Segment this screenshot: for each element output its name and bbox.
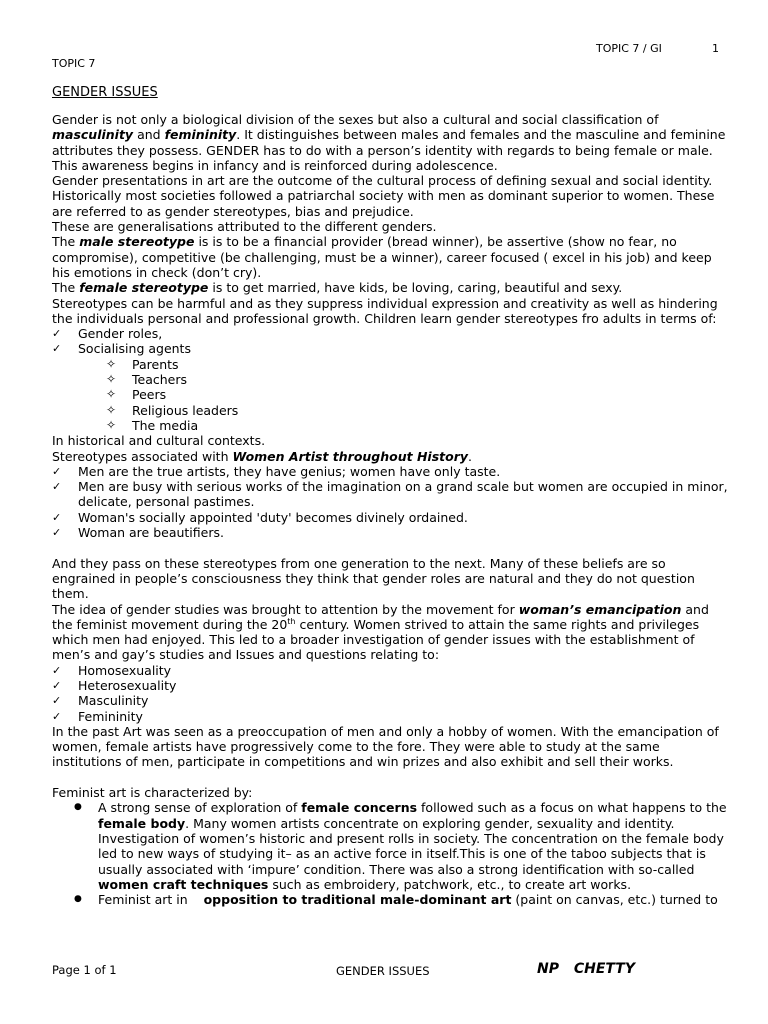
list-item: ✧ Religious leaders: [106, 403, 732, 418]
bullet-list-feminist: [52, 800, 732, 907]
paragraph-women-artists: Stereotypes associated with Women Artist throughout History.: [52, 448, 473, 464]
checklist-stereotypes: [52, 464, 732, 540]
term-women-artist: Women Artist throughout History: [232, 448, 469, 464]
term-female-stereotype: female stereotype: [79, 280, 209, 296]
paragraph-definition: Gender is not only a biological division of the sexes but also a cultural and social classification of masculinity and femininity. It distinguishes between males and females and the masculine and feminine attributes they possess. GENDER has to do with a person’s identity with regards to being female or male. This awareness begins in infancy and is reinforced during adolescence.: [52, 112, 726, 173]
checklist-issues: [52, 663, 732, 724]
paragraph-patriarchal: Historically most societies followed a patriarchal society with men as dominant superior to women. These are referred to as gender stereotypes, bias and prejudice.: [52, 188, 715, 219]
paragraph-generations: And they pass on these stereotypes from one generation to the next. Many of these beliefs are so engrained in people’s consciousness they think that gender roles are natural and they do not question them.: [52, 555, 695, 602]
list-item: ✓ Socialising agents: [52, 341, 732, 356]
paragraph-past-art: In the past Art was seen as a preoccupation of men and only a hobby of women. With the emancipation of women, female artists have progressively come to the fore. They were able to study at the same institutions of men, participate in competitions and win prizes and also exhibit and sell their works.: [52, 723, 719, 770]
paragraph-generalisations: These are generalisations attributed to the different genders.: [52, 219, 437, 235]
list-item: ✧ Peers: [106, 387, 732, 402]
paragraph-presentations: Gender presentations in art are the outcome of the cultural process of defining sexual and social identity.: [52, 173, 713, 189]
footer-author: NP CHETTY: [537, 961, 635, 977]
paragraph-contexts: In historical and cultural contexts.: [52, 433, 266, 449]
list-item: ✓ Femininity: [52, 709, 732, 724]
list-item: ✓ Men are the true artists, they have genius; women have only taste.: [52, 464, 732, 479]
list-item: ● Feminist art in opposition to traditional male-dominant art (paint on canvas, etc.) turned to: [72, 892, 732, 907]
list-item: ✧ Teachers: [106, 372, 732, 387]
term-emancipation: woman’s emancipation: [518, 601, 682, 617]
list-item: ✓ Men are busy with serious works of the imagination on a grand scale but women are occupied in minor, delicate, personal pastimes.: [52, 479, 732, 510]
header-topic-code: TOPIC 7 / GI: [596, 42, 662, 55]
sublist-socialising-agents: [52, 357, 732, 433]
header-page-number: 1: [712, 42, 719, 55]
list-item: ✓ Heterosexuality: [52, 678, 732, 693]
list-item: ✧ Parents: [106, 357, 732, 372]
term-femininity: femininity: [164, 127, 237, 143]
page-title: GENDER ISSUES: [52, 85, 158, 100]
list-item: ✓ Homosexuality: [52, 663, 732, 678]
list-item: ✓ Gender roles,: [52, 326, 732, 341]
list-item: ✧ The media: [106, 418, 732, 433]
list-item: ● A strong sense of exploration of female concerns followed such as a focus on what happens to the female body. Many women artists concentrate on exploring gender, sexuality and identity. Investigation of women’s historic and present rolls in society. The concentration on the female body led to new ways of studying it– as an active force in itself.This is one of the taboo subjects that is usually associated with ‘impure’ condition. There was also a strong identification with so-called women craft techniques such as embroidery, patchwork, etc., to create art works.: [72, 800, 732, 892]
paragraph-gender-studies: The idea of gender studies was brought to attention by the movement for woman’s emancipation and the feminist movement during the 20th century. Women strived to attain the same rights and privileges which men had enjoyed. This led to a broader investigation of gender issues with the establishment of men’s and gay’s studies and Issues and questions relating to:: [52, 601, 709, 663]
term-male-stereotype: male stereotype: [79, 234, 195, 250]
paragraph-male-stereotype: The male stereotype is is to be a financial provider (bread winner), be assertive (show no fear, no compromise), competitive (be challenging, must be a winner), career focused ( excel in his job) and keep his emotions in check (don’t cry).: [52, 234, 712, 280]
term-masculinity: masculinity: [52, 127, 134, 143]
running-header: [596, 42, 719, 55]
page-footer: [0, 963, 768, 983]
paragraph-feminist-art: Feminist art is characterized by:: [52, 785, 253, 801]
topic-label: TOPIC 7: [52, 57, 96, 70]
paragraph-female-stereotype: The female stereotype is to get married, have kids, be loving, caring, beautiful and sexy.: [52, 280, 623, 296]
checklist-learning: [52, 326, 732, 357]
list-item: ✓ Masculinity: [52, 693, 732, 708]
footer-page-count: Page 1 of 1: [52, 963, 117, 977]
document-body: [52, 112, 732, 907]
paragraph-harmful: Stereotypes can be harmful and as they suppress individual expression and creativity as well as hindering the individuals personal and professional growth. Children learn gender stereotypes fro adults in terms of:: [52, 295, 718, 326]
footer-title: GENDER ISSUES: [336, 964, 430, 978]
list-item: ✓ Woman's socially appointed 'duty' becomes divinely ordained.: [52, 510, 732, 525]
list-item: ✓ Woman are beautifiers.: [52, 525, 732, 540]
